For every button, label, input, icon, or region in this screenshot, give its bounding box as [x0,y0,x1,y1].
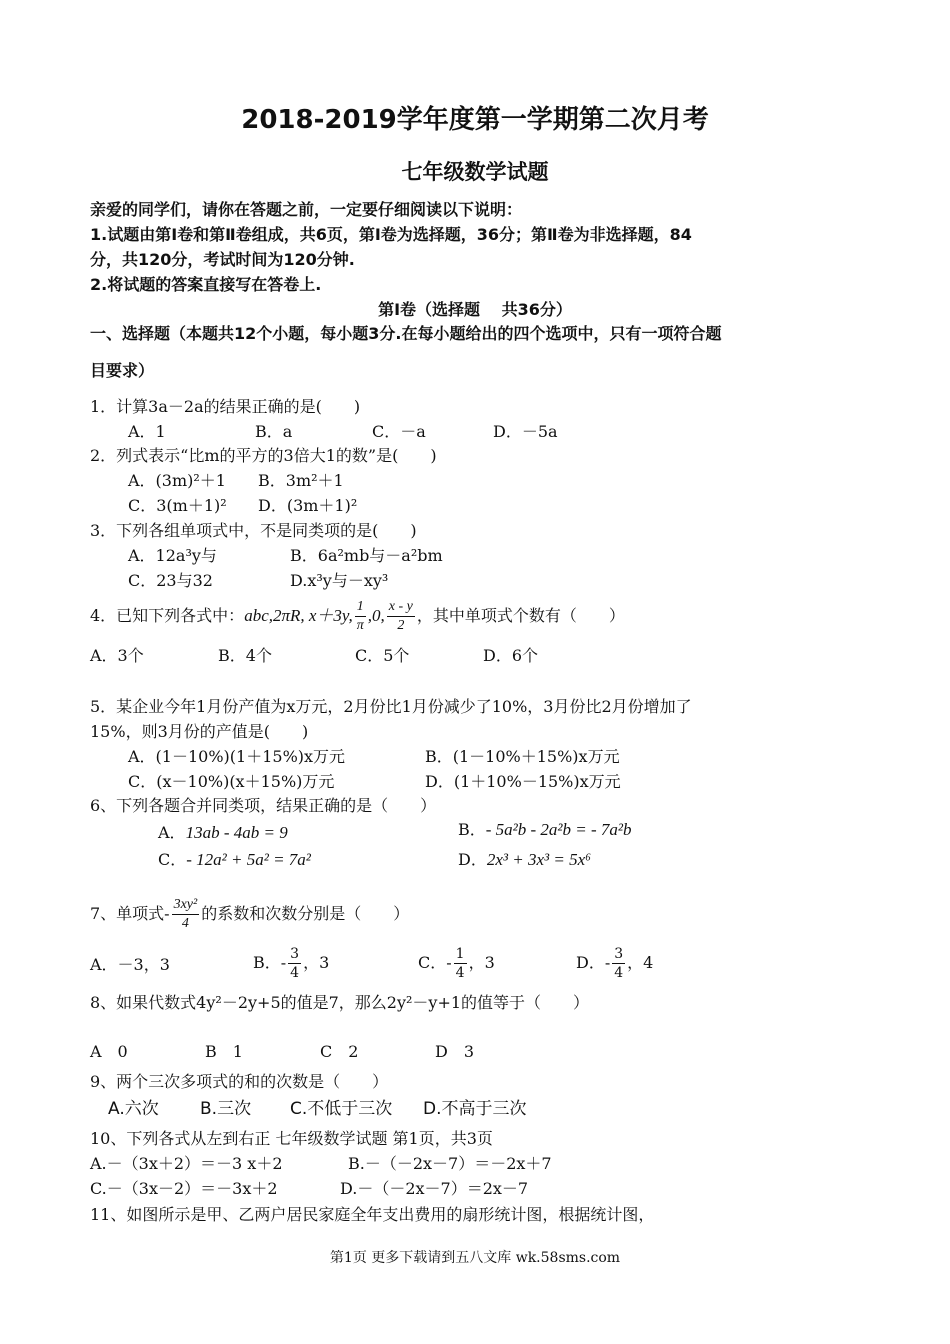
question-2-option-a: A．(3m)²＋1 [128,471,226,490]
question-7-option-b-prefix: B．- [253,953,287,972]
page-title: 2018-2019学年度第一学期第二次月考 [241,105,709,135]
question-3-option-b: B．6a²mb与－a²bm [290,546,443,565]
question-4-fraction-2 [387,598,415,635]
question-6-option-d-label: D． [458,850,487,869]
question-8-option-c: C 2 [320,1042,359,1061]
question-7-option-b-fraction [288,945,301,982]
question-4-stem [90,598,625,635]
question-7-stem-suffix: 的系数和次数分别是（ ） [201,904,410,923]
question-7-fraction-numerator: 3xy² [172,896,200,915]
question-7-option-d-fraction [612,945,625,982]
question-5-option-d: D．(1＋10%－15%)x万元 [425,772,621,791]
question-1-option-a: A．1 [128,422,166,441]
question-10-option-a: A.－（3x＋2）＝－3 x＋2 [90,1154,283,1173]
question-4-fraction-2-denominator: 2 [397,618,405,633]
question-6-option-c-expression: - 12a² + 5a² = 7a² [186,850,311,869]
question-2-option-b: B．3m²＋1 [258,471,344,490]
question-9-option-d: D.不高于三次 [423,1099,527,1119]
question-2-option-c: C．3(m＋1)² [128,496,227,515]
question-2-stem: 2．列式表示“比m的平方的3倍大1的数”是( ) [90,446,437,465]
question-2-option-d: D．(3m＋1)² [258,496,358,515]
question-7-option-d-denominator: 4 [614,965,624,981]
question-7-option-a: A．－3，3 [90,955,170,974]
question-4-option-c: C．5个 [355,646,410,665]
question-7-option-c-numerator: 1 [455,946,465,962]
question-4-fraction-1 [355,598,366,635]
question-1-option-b: B．a [255,422,293,441]
question-6-option-a-label: A． [158,823,186,842]
question-5-option-a: A．(1－10%)(1＋15%)x万元 [128,747,346,766]
question-1-stem: 1．计算3a－2a的结果正确的是( ) [90,397,361,416]
question-6-option-c [158,850,311,870]
question-3-option-c: C．23与32 [128,571,213,590]
question-9-option-a: A.六次 [108,1099,159,1119]
question-1-option-d: D．－5a [493,422,558,441]
question-3-option-d: D.x³y与－xy³ [290,571,389,590]
page-footer: 第1页 更多下载请到五八文库 wk.58sms.com [329,1250,621,1266]
question-1-option-c: C．－a [372,422,426,441]
question-4-expression: abc,2πR, x＋3y, [244,606,353,625]
intro-line-1: 亲爱的同学们，请你在答题之前，一定要仔细阅读以下说明： [90,200,523,219]
question-8-option-d: D 3 [435,1042,475,1061]
question-4-option-d: D．6个 [483,646,539,665]
question-10-option-c: C.－（3x－2）＝－3x＋2 [90,1179,278,1198]
question-3-option-a: A．12a³y与 [128,546,217,565]
question-9-option-b: B.三次 [200,1099,252,1119]
question-7-fraction-denominator: 4 [181,916,189,931]
question-4-option-a: A．3个 [90,646,144,665]
question-4-fraction-2-numerator: x - y [387,598,415,617]
question-7-option-d-suffix: ，4 [627,953,654,972]
question-4-separator: ,0, [367,606,385,625]
question-3-stem: 3．下列各组单项式中，不是同类项的是( ) [90,521,417,540]
question-9-stem: 9、两个三次多项式的和的次数是（ ） [90,1072,389,1091]
question-9-option-c: C.不低于三次 [290,1099,393,1119]
question-6-option-d [458,850,591,870]
question-5-stem-line-1: 5．某企业今年1月份产值为x万元，2月份比1月份减少了10%，3月份比2月份增加了 [90,697,692,716]
question-5-option-c: C．(x－10%)(x＋15%)万元 [128,772,335,791]
question-11-stem: 11、如图所示是甲、乙两户居民家庭全年支出费用的扇形统计图，根据统计图， [90,1205,655,1224]
question-4-option-b: B．4个 [218,646,272,665]
question-7-option-c-denominator: 4 [455,965,465,981]
question-6-option-b-label: B． [458,820,486,839]
question-7-option-b-numerator: 3 [290,946,300,962]
question-7-option-b-suffix: ，3 [303,953,330,972]
question-7-stem [90,896,409,933]
question-4-fraction-1-denominator: π [356,618,364,633]
question-8-option-a: A 0 [90,1042,128,1061]
question-4-fraction-1-numerator: 1 [355,598,366,617]
question-10-option-b: B.－（－2x－7）＝－2x＋7 [348,1154,552,1173]
question-8-stem: 8、如果代数式4y²－2y+5的值是7，那么2y²－y+1的值等于（ ） [90,993,590,1012]
question-6-option-b-expression: - 5a²b - 2a²b = - 7a²b [485,820,632,839]
question-7-fraction [172,896,200,933]
page-subtitle: 七年级数学试题 [401,160,549,184]
question-7-option-c [418,944,495,982]
question-7-option-d [576,944,653,982]
question-6-option-d-expression: 2x³ + 3x³ = 5x⁶ [486,850,592,869]
question-4-stem-prefix: 4．已知下列各式中： [90,606,245,625]
intro-line-3: 分，共120分，考试时间为120分钟. [90,250,355,269]
question-6-option-b [458,820,632,840]
question-6-option-a-expression: 13ab - 4ab = 9 [185,823,288,842]
question-10-option-d: D.－（－2x－7）＝2x－7 [340,1179,529,1198]
question-6-option-a [158,823,288,843]
question-4-stem-suffix: ，其中单项式个数有（ ） [416,606,625,625]
question-7-option-d-prefix: D．- [576,953,611,972]
question-10-stem: 10、下列各式从左到右正 七年级数学试题 第1页，共3页 [90,1129,493,1148]
question-5-option-b: B．(1－10%＋15%)x万元 [425,747,620,766]
question-7-option-c-prefix: C．- [418,953,452,972]
question-6-stem: 6、下列各题合并同类项，结果正确的是（ ） [90,796,437,815]
question-7-stem-prefix: 7、单项式- [90,904,170,923]
question-7-option-c-suffix: ，3 [468,953,495,972]
intro-line-2: 1.试题由第Ⅰ卷和第Ⅱ卷组成，共6页，第Ⅰ卷为选择题，36分；第Ⅱ卷为非选择题，84 [90,225,692,244]
question-7-option-d-numerator: 3 [614,946,624,962]
question-7-option-b-denominator: 4 [290,965,300,981]
section-instruction-2: 目要求） [90,361,155,380]
question-7-option-b [253,944,329,982]
intro-line-4: 2.将试题的答案直接写在答卷上. [90,275,322,294]
section-instruction-1: 一、选择题（本题共12个小题，每小题3分.在每小题给出的四个选项中，只有一项符合题 [90,324,722,343]
question-7-option-c-fraction [454,945,467,982]
question-5-stem-line-2: 15%，则3月份的产值是( ) [90,722,309,741]
question-8-option-b: B 1 [205,1042,243,1061]
section-heading: 第Ⅰ卷（选择题 共36分） [378,300,572,319]
question-6-option-c-label: C． [158,850,187,869]
